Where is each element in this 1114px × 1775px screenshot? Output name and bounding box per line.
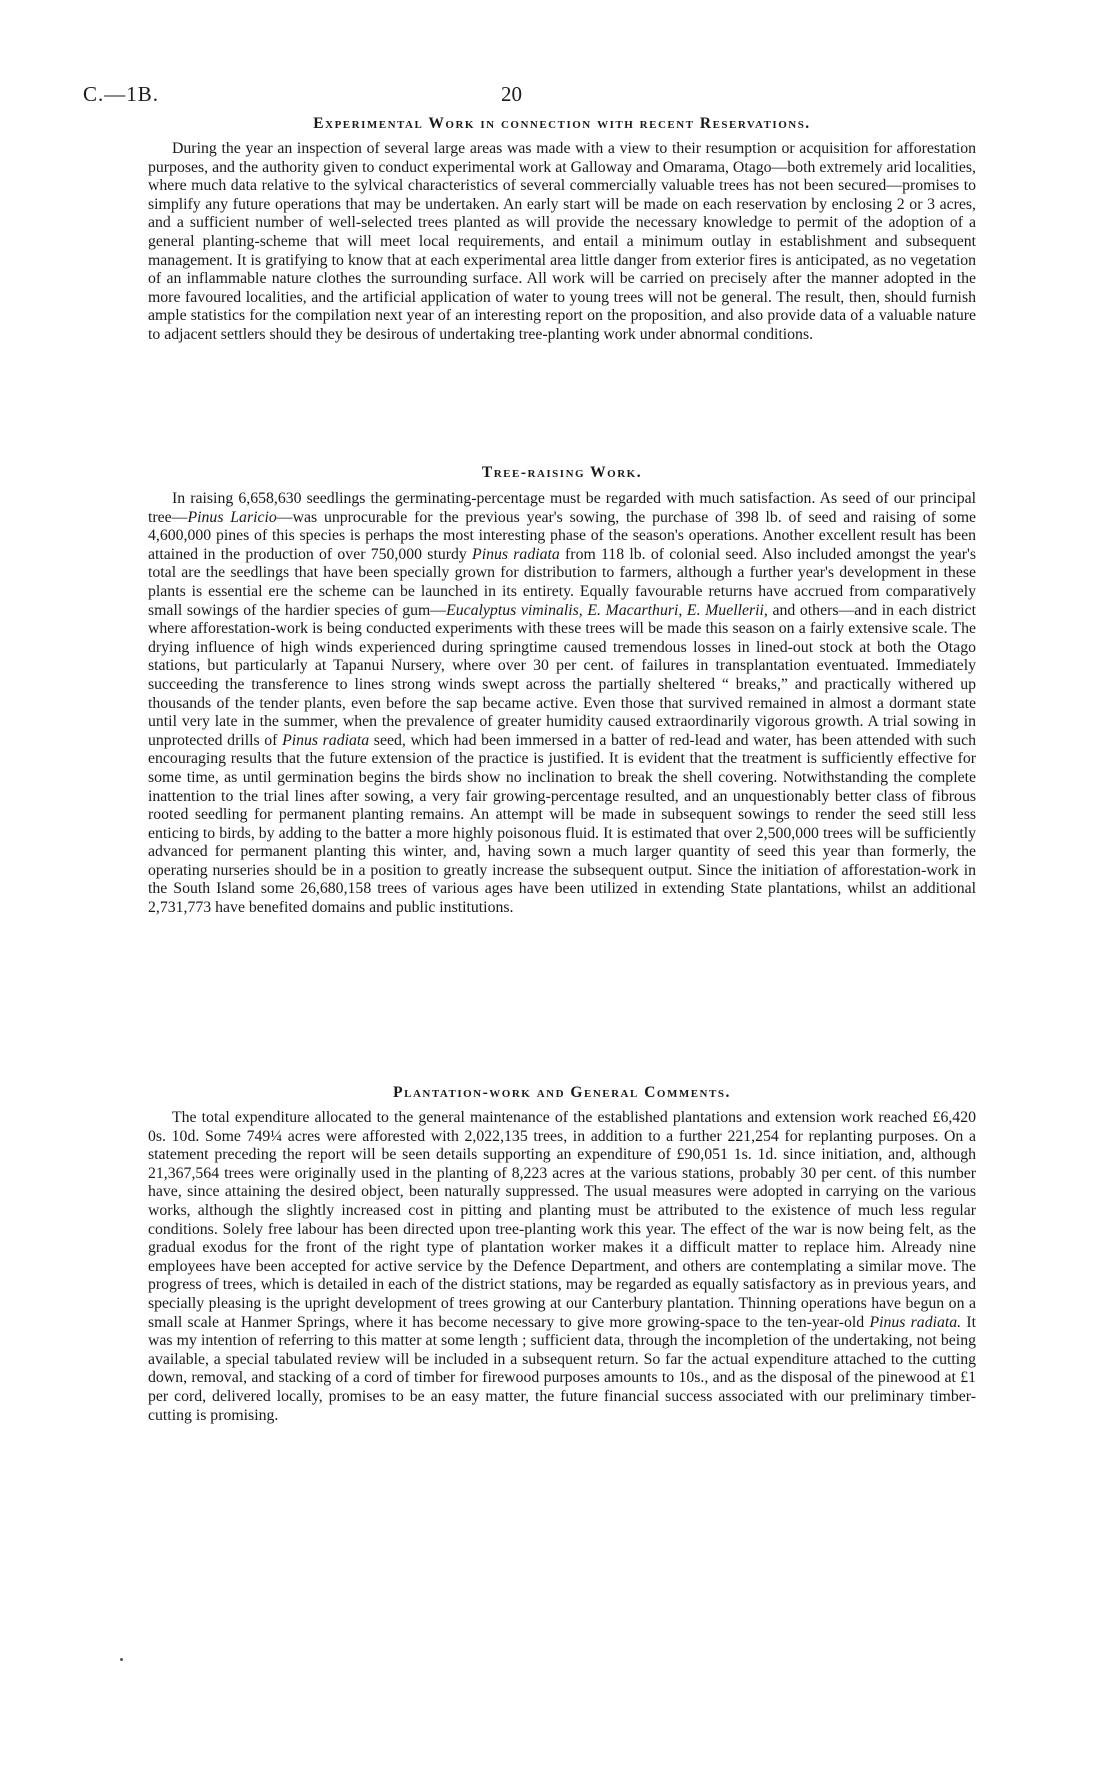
text-run: The total expenditure allocated to the general maintenance of the established plantations and extension work reached £6,420 0s. 10d. Some 749¼ acres were afforested with 2,022,135 trees, in addition to a further 221,254 for replanting purposes. On a statement preceding the report will be seen details supporting an expenditure of £90,051 1s. 1d. since initiation, and, although 21,367,564 trees were originally used in the planting of 8,223 acres at the various stations, probably 30 per cent. of this number have, since attaining the desired object, been naturally suppressed. The usual measures were adopted in carrying on the various works, although the slightly increased cost in pitting and planting must be attributed to the existence of much less regular conditions. Solely free labour has been directed upon tree-planting work this year. The effect of the war is now being felt, as the gradual exodus for the front of the right type of plantation worker makes it a difficult matter to replace him. Already nine employees have been accepted for active service by the Defence Department, and others are contemplating a similar move. The progress of trees, which is detailed in each of the district stations, may be regarded as equally satisfactory as in previous years, and specially pleasing is the upright development of trees growing at our Canterbury plantation. Thinning operations have begun on a small scale at Hanmer Springs, where it has become necessary to give more growing-space to the ten-year-old	[148, 1109, 976, 1331]
text-run: In raising 6,658,630 seedlings the germinating-percentage must be regarded with much satisfaction. As seed of our principal tree—	[148, 490, 976, 526]
italic-term: Eucalyptus viminalis, E. Macarthuri, E. Muellerii,	[446, 601, 768, 619]
italic-term: Pinus radiata	[472, 545, 560, 563]
text-run: During the year an inspection of several large areas was made with a view to their resumption or acquisition for afforestation purposes, and the authority given to conduct experimental work at Galloway and Omarama, Otago—both extremely arid localities, where much data relative to the sylvical characteristics of several commercially valuable trees has not been secured—promises to simplify any future operations that may be undertaken. An early start will be made on each reservation by enclosing 2 or 3 acres, and a sufficient number of well-selected trees planted as will provide the necessary knowledge to permit of the adoption of a general planting-scheme that will meet local requirements, and entail a minimum outlay in establishment and subsequent management. It is gratifying to know that at each experimental area little danger from exterior fires is anticipated, as no vegetation of an inflammable nature clothes the surrounding surface. All work will be carried on precisely after the manner adopted in the more favoured localities, and the artificial application of water to young trees will not be general. The result, then, should furnish ample statistics for the compilation next year of an interesting report on the proposition, and also provide data of a valuable nature to adjacent settlers should they be desirous of undertaking tree-planting work under abnormal conditions.	[148, 140, 976, 343]
parliamentary-paper-reference: C.—1B.	[83, 82, 160, 106]
italic-term: Pinus radiata	[282, 731, 370, 749]
text-run: and others—and in each district where afforestation-work is being conducted experiments with these trees will be made this season on a fairly extensive scale. The drying influence of high winds experienced during springtime caused tremendous losses in lined-out stock at both the Otago stations, but particularly at Tapanui Nursery, where over 30 per cent. of failures in transplantation eventuated. Immediately succeeding the transference to lines strong winds swept across the partially sheltered “ breaks,” and practically withered up thousands of the tender plants, even before the sap became active. Even those that survived remained in almost a dormant state until very late in the summer, when the prevalence of greater humidity caused extraordinarily vigorous growth. A trial sowing in unprotected drills of	[148, 601, 977, 749]
page-number: 20	[501, 82, 522, 106]
text-run: It was my intention of referring to this matter at some length ; sufficient data, through the incompletion of the undertaking, not being available, a special tabulated review will be included in a subsequent return. So far the actual expenditure attached to the cutting down, removal, and stacking of a cord of timber for firewood purposes amounts to 10s., and as the disposal of the pinewood at £1 per cord, delivered locally, promises to be an easy matter, the future financial success associated with our preliminary timber-cutting is promising.	[148, 1313, 976, 1424]
text-run: seed, which had been immersed in a batter of red-lead and water, has been attended with such encouraging results that the future extension of the practice is justified. It is evident that the treatment is sufficiently effective for some time, as until germination begins the birds show no inclination to break the shell covering. Notwithstanding the complete inattention to the trial lines after sowing, a very fair growing-percentage resulted, and an unquestionably better class of fibrous rooted seedling for permanent planting remains. An attempt will be made in subsequent sowings to render the seed still less enticing to birds, by adding to the batter a more highly poisonous fluid. It is estimated that over 2,500,000 trees will be sufficiently advanced for permanent planting this winter, and, having sown a much larger quantity of seed this year than formerly, the operating nurseries should be in a position to greatly increase the subsequent output. Since the initiation of afforestation-work in the South Island some 26,680,158 trees of various ages have been utilized in extending State plantations, whilst an additional 2,731,773 have benefited domains and public institutions.	[148, 731, 977, 917]
section-title-tree-raising-work: Tree-raising Work.	[481, 464, 643, 481]
margin-mark	[120, 1658, 123, 1661]
text-run: from 118 lb. of colonial seed. Also included amongst the year's total are the seedlings that have been specially grown for distribution to farmers, although a further year's development in these plants is essential ere the scheme can be launched in its entirety. Equally favourable returns have accrued from comparatively small sowings of the hardier species of gum—	[148, 545, 976, 619]
section-body-tree-raising-work	[148, 490, 976, 918]
section-title-plantation-work: Plantation-work and General Comments.	[393, 1084, 731, 1101]
text-run: —was unprocurable for the previous year's sowing, the purchase of 398 lb. of seed and raising of some 4,600,000 pines of this species is perhaps the most interesting phase of the season's operations. Another excellent result has been attained in the production of over 750,000 sturdy	[148, 508, 977, 563]
page-header	[83, 82, 976, 112]
section-title-experimental-work: Experimental Work in connection with recent Reservations.	[313, 115, 811, 132]
italic-term: Pinus Laricio	[187, 508, 277, 526]
section-body-experimental-work	[148, 140, 976, 345]
italic-term: Pinus radiata.	[869, 1313, 962, 1331]
section-body-plantation-work	[148, 1109, 976, 1425]
